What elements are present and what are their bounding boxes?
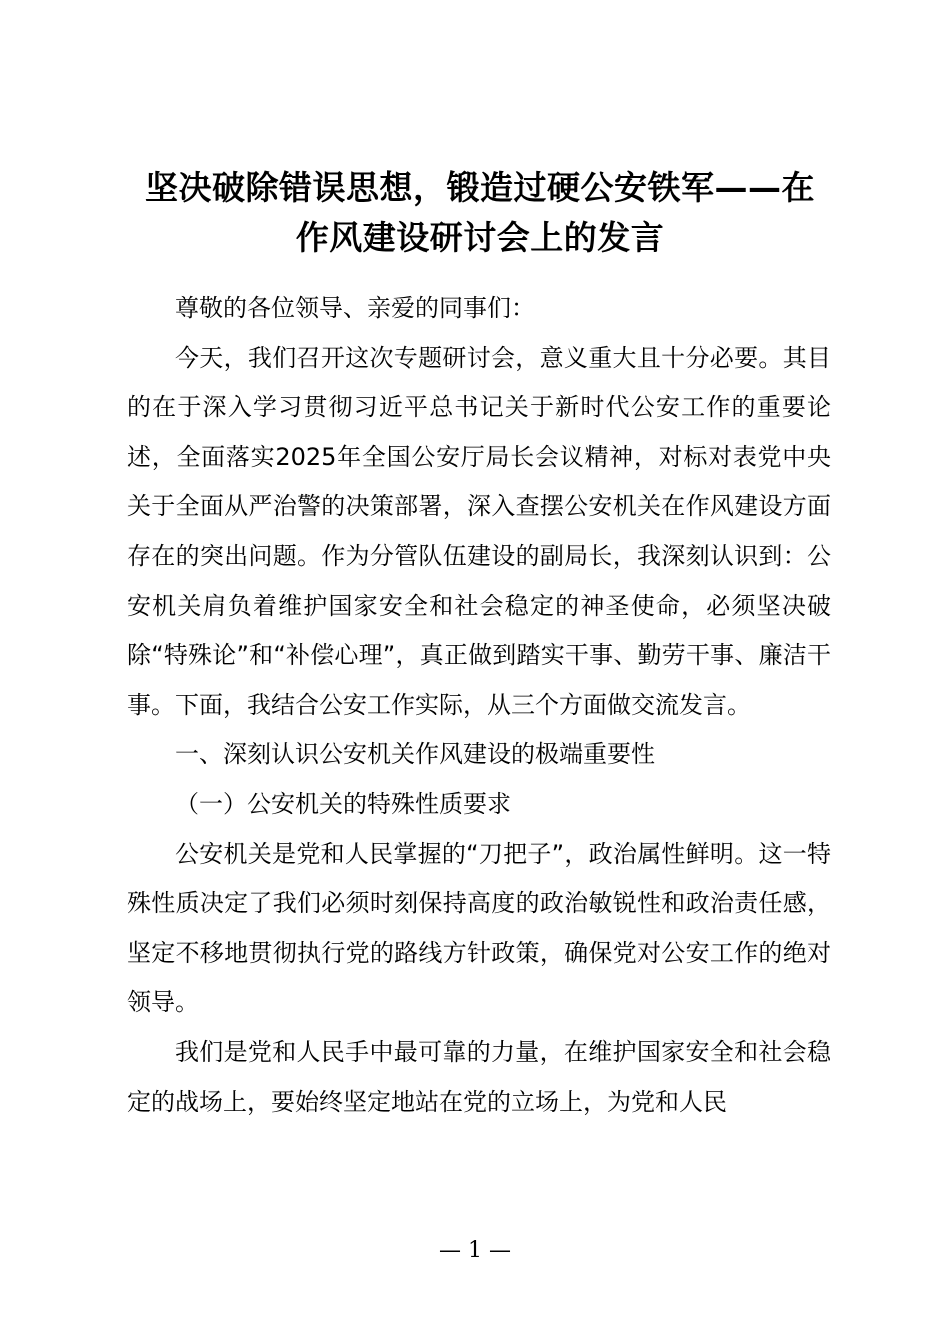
- intro-paragraph: 今天，我们召开这次专题研讨会，意义重大且十分必要。其目的在于深入学习贯彻习近平总书记关于新时代公安工作的重要论述，全面落实2025年全国公安厅局长会议精神，对标对表党中央关于全面从严治警的决策部署，深入查摆公安机关在作风建设方面存在的突出问题。作为分管队伍建设的副局长，我深刻认识到：公安机关肩负着维护国家安全和社会稳定的神圣使命，必须坚决破除“特殊论”和“补偿心理”，真正做到踏实干事、勤劳干事、廉洁干事。下面，我结合公安工作实际，从三个方面做交流发言。: [127, 343, 831, 719]
- section-heading: 一、深刻认识公安机关作风建设的极端重要性: [175, 740, 655, 769]
- subsection-heading: （一）公安机关的特殊性质要求: [175, 789, 511, 818]
- body-paragraph: 公安机关是党和人民掌握的“刀把子”，政治属性鲜明。这一特殊性质决定了我们必须时刻保持高度的政治敏锐性和政治责任感，坚定不移地贯彻执行党的路线方针政策，确保党对公安工作的绝对领导。: [127, 839, 831, 1017]
- body-paragraph-continued: 我们是党和人民手中最可靠的力量，在维护国家安全和社会稳定的战场上，要始终坚定地站在党的立场上，为党和人民: [127, 1037, 831, 1116]
- document-title: [100, 163, 860, 263]
- title-line-1: 坚决破除错误思想，锻造过硬公安铁军——在: [145, 168, 815, 207]
- title-line-2: 作风建设研讨会上的发言: [295, 218, 665, 257]
- page-number: — 1 —: [439, 1238, 511, 1263]
- salutation-paragraph: 尊敬的各位领导、亲爱的同事们：: [175, 294, 535, 322]
- document-body: [127, 284, 831, 1127]
